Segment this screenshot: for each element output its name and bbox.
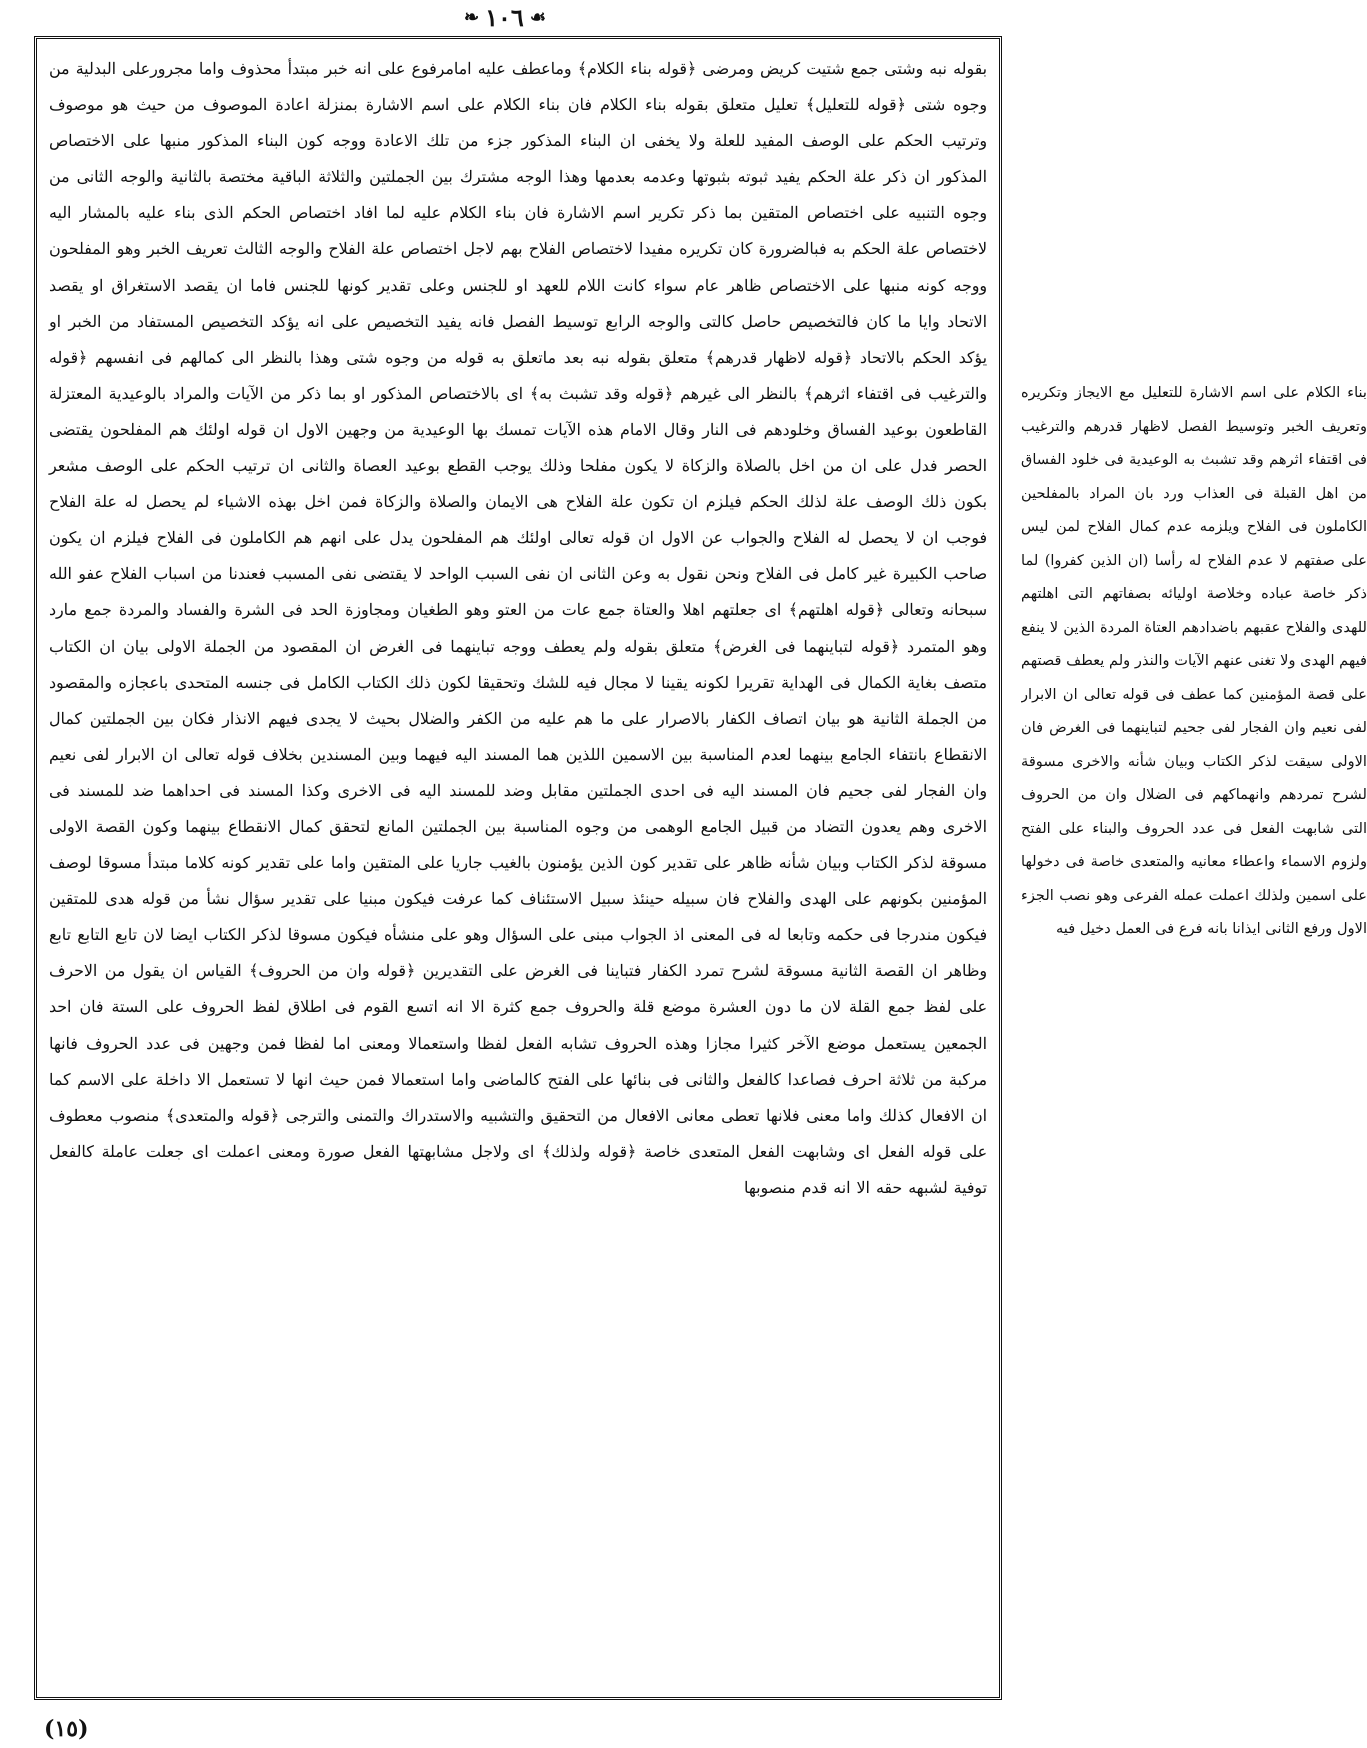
margin-text: بناء الكلام على اسم الاشارة للتعليل مع الايجاز وتكريره وتعريف الخبر وتوسيط الفصل لاظهار قدرهم والترغيب فى اقتفاء اثرهم وقد تشبث به الوعيدية فى خلود الفساق من اهل القبلة فى العذاب ورد بان المراد بالمفلحين الكاملون فى الفلاح ويلزمه عدم كمال الفلاح لمن ليس على صفتهم لا عدم الفلاح له رأسا (ان الذين كفروا) لما ذكر خاصة عباده وخلاصة اوليائه بصفاتهم التى اهلتهم للهدى والفلاح عقبهم باضدادهم العتاة المردة الذين لا ينفع فيهم الهدى ولا تغنى عنهم الآيات والنذر ولم يعطف قصتهم على قصة المؤمنين كما عطف فى قوله تعالى ان الابرار لفى نعيم وان الفجار لفى جحيم لتباينهما فى الغرض فان الاولى سيقت لذكر الكتاب وبيان شأنه والاخرى مسوقة لشرح تمردهم وانهماكهم فى الضلال وان من الحروف التى شابهت الفعل فى عدد الحروف والبناء على الفتح ولزوم الاسماء واعطاء معانيه والمتعدى خاصة فى دخولها على اسمين ولذلك اعملت عمله الفرعى وهو نصب الجزء الاول ورفع الثانى ايذانا بانه فرع فى العمل دخيل فيه xyxy=(1021,384,1367,937)
commentary-text: بقوله نبه وشتى جمع شتيت كريض ومرضى ﴿قوله بناء الكلام﴾ وماعطف عليه امامرفوع على انه خبر مبتدأ محذوف واما مجرورعلى البدلية من وجوه شتى ﴿قوله للتعليل﴾ تعليل متعلق بقوله بناء الكلام فان بناء الكلام على اسم الاشارة بمنزلة اعادة الموصوف من حيث هو موصوف وترتيب الحكم على الوصف المفيد للعلة ولا يخفى ان البناء المذكور جزء من تلك الاعادة ووجه كون البناء المذكور منبها على الاختصاص المذكور ان ذكر علة الحكم يفيد ثبوته بثبوتها وعدمه بعدمها وهذا الوجه مشترك بين الجملتين والثلاثة الباقية مختصة بالثانية والوجه الثانى من وجوه التنبيه على اختصاص المتقين بما ذكر تكرير اسم الاشارة فان بناء الكلام عليه لما افاد اختصاص الحكم الذى بناء عليه بالمشار اليه لاختصاص علة الحكم به فبالضرورة كان تكريره مفيدا لاختصاص الفلاح بهم لاجل اختصاص علة الفلاح والوجه الثالث تعريف الخبر وهو المفلحون ووجه كونه منبها على الاختصاص ظاهر عام سواء كانت اللام للعهد او للجنس وعلى تقدير كونها للجنس فاما ان يقصد الاستغراق او يقصد الاتحاد وايا ما كان فالتخصيص حاصل كالتى والوجه الرابع توسيط الفصل فانه يفيد التخصيص على انه يؤكد التخصيص المستفاد من الخبر او يؤكد الحكم بالاتحاد ﴿قوله لاظهار قدرهم﴾ متعلق بقوله نبه بعد ماتعلق به قوله من وجوه شتى وهذا بالنظر الى كمالهم فى انفسهم ﴿قوله والترغيب فى اقتفاء اثرهم﴾ بالنظر الى غيرهم ﴿قوله وقد تشبث به﴾ اى بالاختصاص المذكور او بما ذكر من الآيات والمراد بالوعيدية المعتزلة القاطعون بوعيد الفساق وخلودهم فى النار وقال الامام هذه الآيات تمسك بها الوعيدية من وجهين الاول ان قوله اولئك هم المفلحون يقتضى الحصر فدل على ان من اخل بالصلاة والزكاة لا يكون مفلحا وذلك يوجب القطع بوعيد العصاة والثانى ان ترتيب الحكم على الوصف مشعر بكون ذلك الوصف علة لذلك الحكم فيلزم ان تكون علة الفلاح هى الايمان والصلاة والزكاة فمن اخل بهذه الاشياء لم يحصل له علة الفلاح فوجب ان لا يحصل له الفلاح والجواب عن الاول ان قوله تعالى اولئك هم المفلحون يدل على انهم هم الكاملون فى الفلاح فيلزم ان يكون صاحب الكبيرة غير كامل فى الفلاح ونحن نقول به وعن الثانى ان نفى السبب الواحد لا يقتضى نفى المسبب فعندنا من اسباب الفلاح عفو الله سبحانه وتعالى ﴿قوله اهلتهم﴾ اى جعلتهم اهلا والعتاة جمع عات من العتو وهو الطغيان ومجاوزة الحد فى الشرة والفساد والمردة جمع مارد وهو المتمرد ﴿قوله لتباينهما فى الغرض﴾ متعلق بقوله ولم يعطف ووجه تباينهما فى الغرض ان المقصود من الجملة الاولى بيان ان الكتاب متصف بغاية الكمال فى الهداية تقريرا لكونه يقينا لا مجال فيه للشك وتحقيقا لكون ذلك الكتاب الكامل فى جنسه المتحدى باعجازه والمقصود من الجملة الثانية هو بيان اتصاف الكفار بالاصرار على ما هم عليه من الكفر والضلال بحيث لا يجدى فيهم الانذار فكان بين الجملتين كمال الانقطاع بانتفاء الجامع بينهما لعدم المناسبة بين الاسمين اللذين هما المسند اليه فيهما وبين المسندين بخلاف قوله تعالى ان الابرار لفى نعيم وان الفجار لفى جحيم فان المسند اليه فى احدى الجملتين مقابل وضد للمسند اليه فى الاخرى وكذا المسند فى احداهما ضد للمسند فى الاخرى وهم يعدون التضاد من قبيل الجامع الوهمى من وجوه المناسبة بين الجملتين المانع لتحقق كمال الانقطاع بينهما وكون القصة الاولى مسوقة لذكر الكتاب وبيان شأنه ظاهر على تقدير كون الذين يؤمنون بالغيب جاريا على المتقين واما على تقدير كونه كلاما مبتدأ مسوقا لوصف المؤمنين بكونهم على الهدى والفلاح فان سبيله حينئذ سبيل الاستئناف كما عرفت فيكون مبنيا على تقدير سؤال نشأ من قوله هدى للمتقين فيكون مندرجا فى حكمه وتابعا له فى المعنى اذ الجواب مبنى على السؤال وهو على منشأه فيكون مسوقا لذكر الكتاب ايضا لان تابع التابع تابع وظاهر ان القصة الثانية مسوقة لشرح تمرد الكفار فتباينا فى الغرض على التقديرين ﴿قوله وان من الحروف﴾ القياس ان يقول من الاحرف على لفظ جمع القلة لان ما دون العشرة موضع قلة والحروف جمع كثرة الا انه اتسع القوم فى اطلاق لفظ الحروف على الستة فان احد الجمعين يستعمل موضع الآخر كثيرا مجازا وهذه الحروف تشابه الفعل لفظا واستعمالا ومعنى اما لفظا فمن وجهين فى عدد الحروف فانها مركبة من ثلاثة احرف فصاعدا كالفعل والثانى فى بنائها على الفتح كالماضى واما استعمالا فمن حيث انها لا تستعمل الا داخلة على الاسم كما ان الافعال كذلك واما معنى فلانها تعطى معانى الافعال من التحقيق والتشبيه والاستدراك والتمنى والترجى ﴿قوله والمتعدى﴾ منصوب معطوف على قوله الفعل اى وشابهت الفعل المتعدى خاصة ﴿قوله ولذلك﴾ اى ولاجل مشابهتها الفعل صورة ومعنى اعملت اى جعلت عاملة كالفعل توفية لشبهه حقه الا انه قدم منصوبها xyxy=(49,59,987,1197)
page-number: ١٠٦ xyxy=(485,2,524,32)
ornament-right-icon: ☙ xyxy=(529,6,546,28)
ornament-left-icon: ❧ xyxy=(464,6,480,28)
signature-mark: (١٥) xyxy=(44,1716,89,1742)
commentary-frame xyxy=(34,36,1002,1700)
page-header xyxy=(0,0,1010,34)
